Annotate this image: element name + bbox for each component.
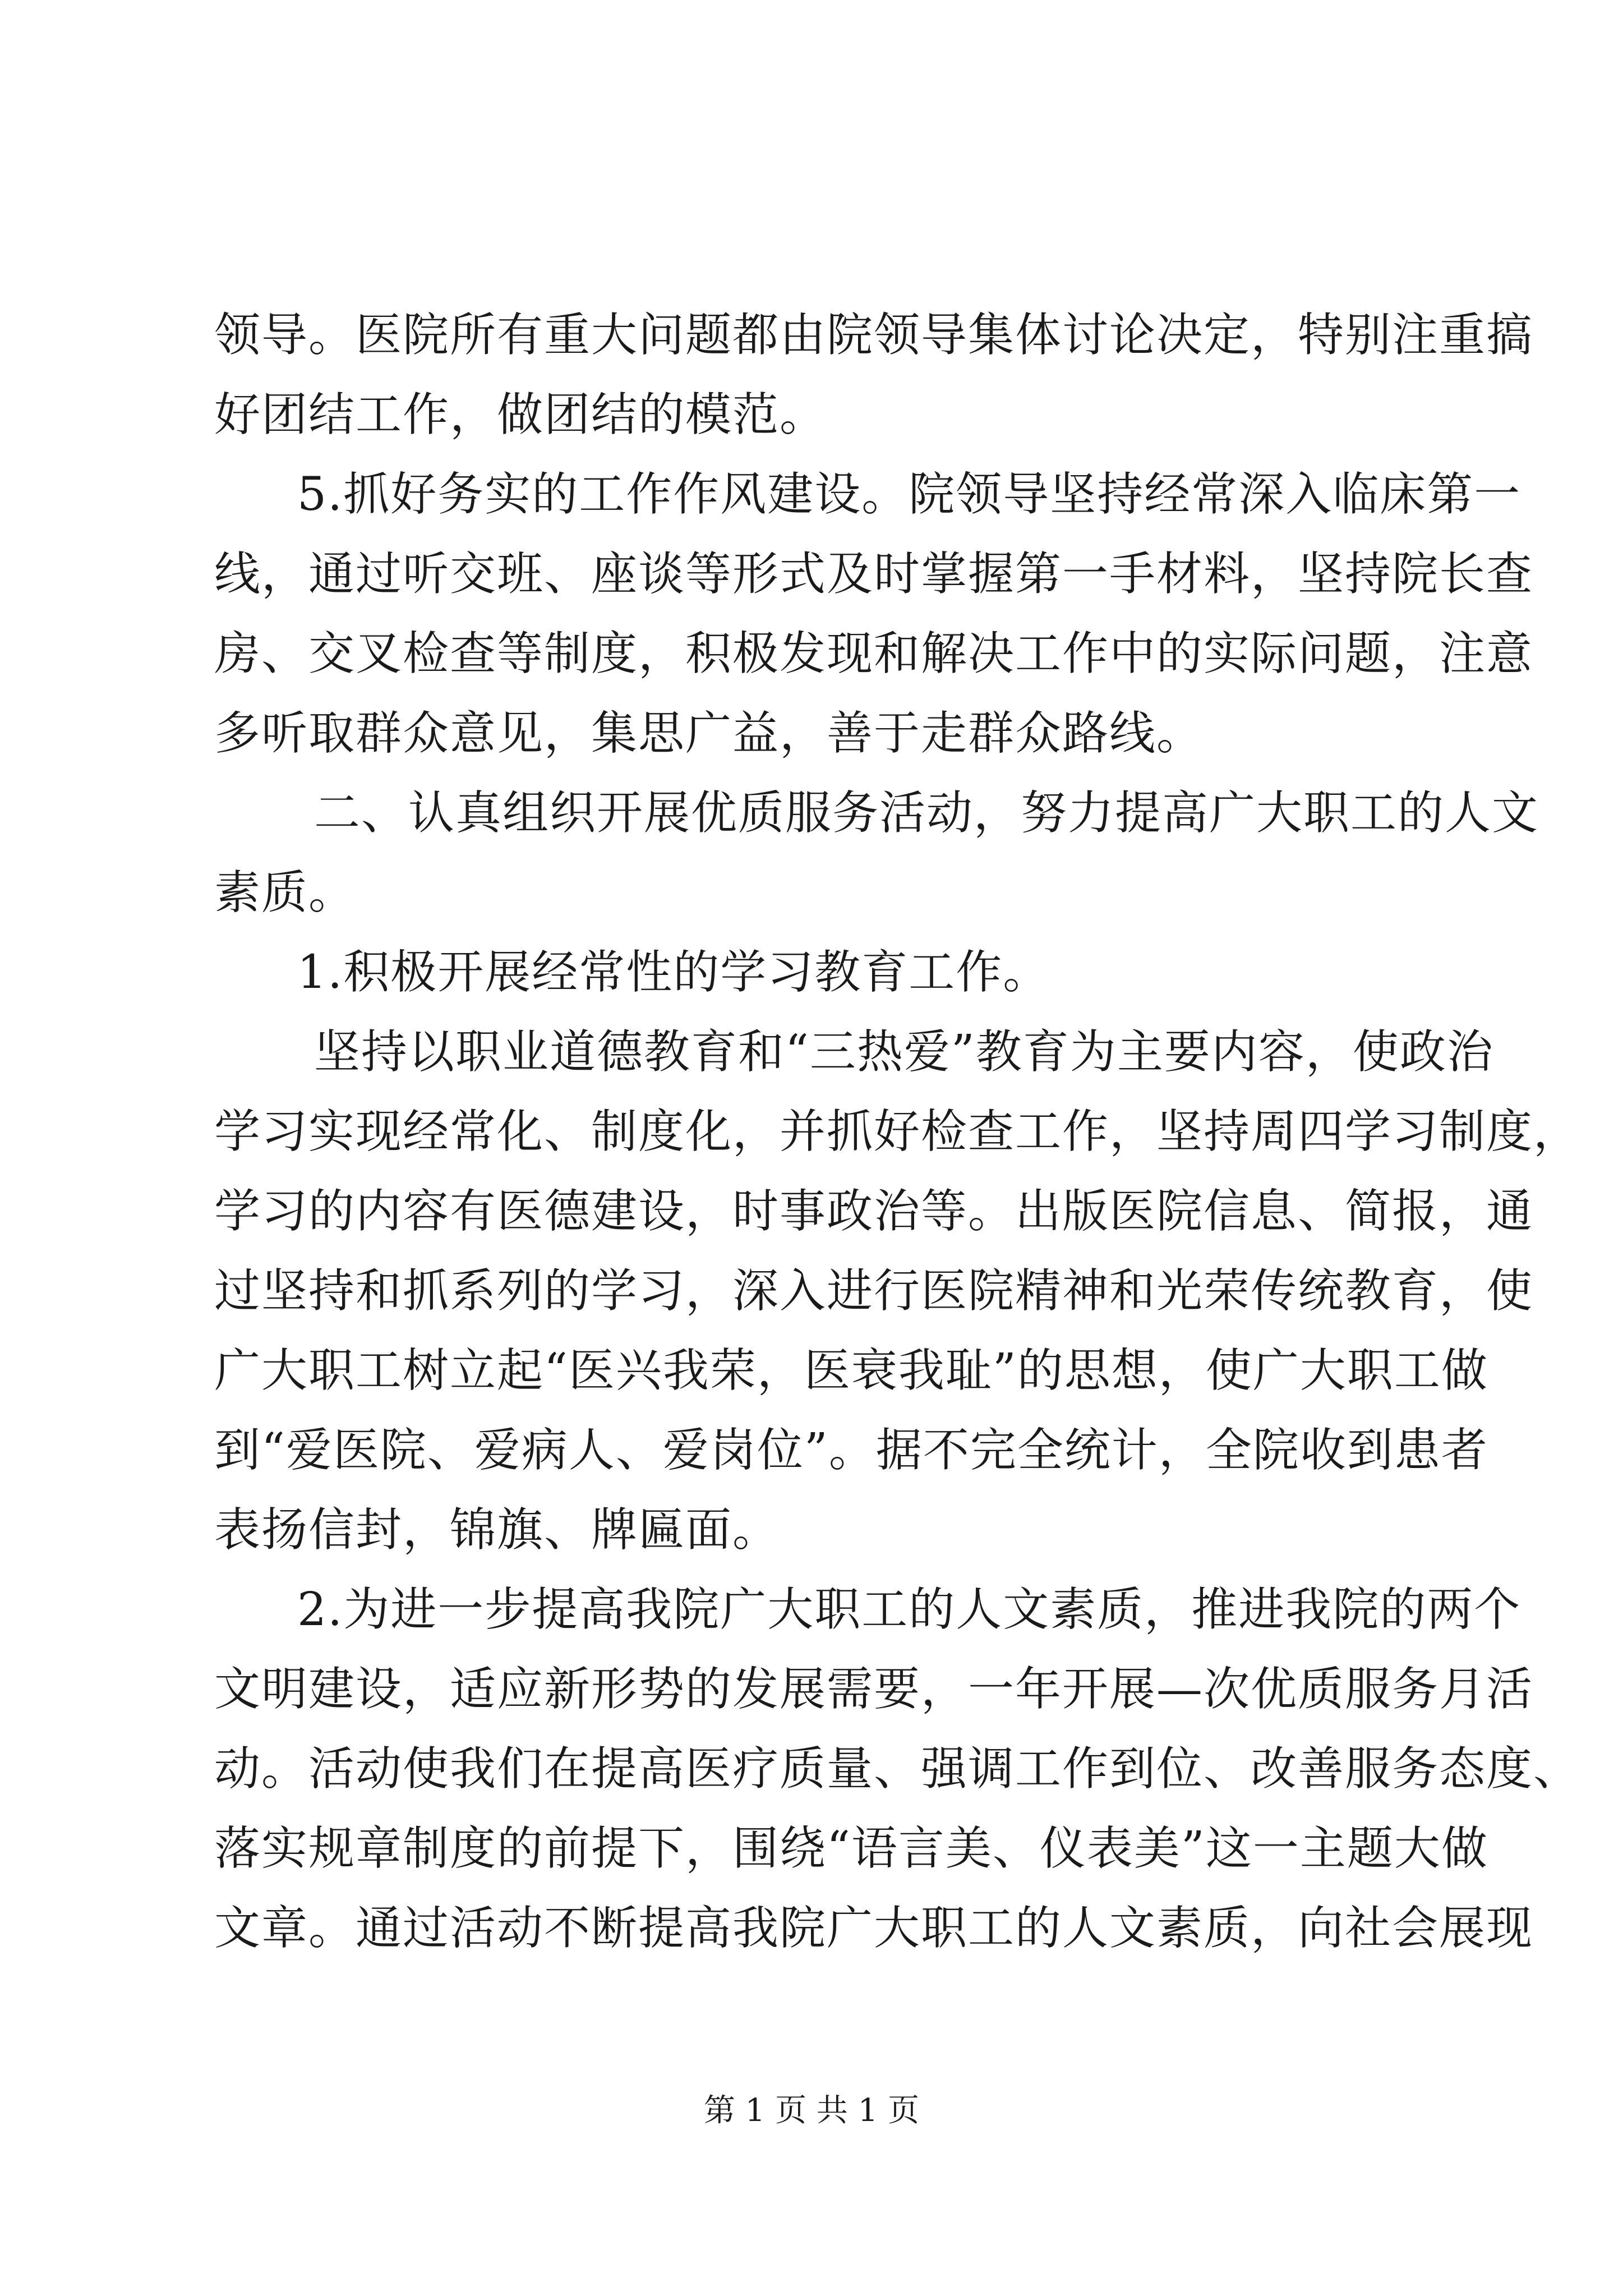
paragraph-line: 广大职工树立起“医兴我荣，医衰我耻”的思想，使广大职工做 xyxy=(214,1344,1488,1397)
paragraph-line: 线，通过听交班、座谈等形式及时掌握第一手材料，坚持院长查 xyxy=(214,547,1534,601)
paragraph-line: 2.为进一步提高我院广大职工的人文素质，推进我院的两个 xyxy=(297,1583,1521,1636)
paragraph-line: 领导。医院所有重大问题都由院领导集体讨论决定，特别注重搞 xyxy=(214,309,1534,362)
paragraph-line: 落实规章制度的前提下，围绕“语言美、仪表美”这一主题大做 xyxy=(214,1822,1488,1875)
paragraph-line: 动。活动使我们在提高医疗质量、强调工作到位、改善服务态度、 xyxy=(214,1742,1581,1796)
paragraph-line: 房、交叉检查等制度，积极发现和解决工作中的实际问题，注意 xyxy=(214,627,1534,680)
paragraph-line: 文明建设，适应新形势的发展需要，一年开展—次优质服务月活 xyxy=(214,1663,1534,1716)
paragraph-line: 学习实现经常化、制度化，并抓好检查工作，坚持周四学习制度， xyxy=(214,1105,1581,1158)
paragraph-line: 好团结工作，做团结的模范。 xyxy=(214,388,827,441)
section-heading-line: 素质。 xyxy=(214,866,356,919)
paragraph-line: 表扬信封，锦旗、牌匾面。 xyxy=(214,1503,780,1557)
paragraph-line: 5.抓好务实的工作作风建设。院领导坚持经常深入临床第一 xyxy=(297,468,1521,521)
paragraph-line: 学习的内容有医德建设，时事政治等。出版医院信息、简报，通 xyxy=(214,1185,1534,1238)
paragraph-line: 过坚持和抓系列的学习，深入进行医院精神和光荣传统教育，使 xyxy=(214,1264,1534,1318)
page-footer: 第 1 页 共 1 页 xyxy=(703,2092,920,2129)
subheading-line: 1.积极开展经常性的学习教育工作。 xyxy=(297,946,1050,999)
paragraph-line: 到“爱医院、爱病人、爱岗位”。据不完全统计，全院收到患者 xyxy=(214,1424,1488,1477)
paragraph-line: 文章。通过活动不断提高我院广大职工的人文素质，向社会展现 xyxy=(214,1902,1534,1955)
section-heading-line: 二、认真组织开展优质服务活动，努力提高广大职工的人文 xyxy=(314,786,1539,840)
paragraph-line: 坚持以职业道德教育和“三热爱”教育为主要内容，使政治 xyxy=(314,1025,1494,1079)
paragraph-line: 多听取群众意见，集思广益，善于走群众路线。 xyxy=(214,707,1204,760)
